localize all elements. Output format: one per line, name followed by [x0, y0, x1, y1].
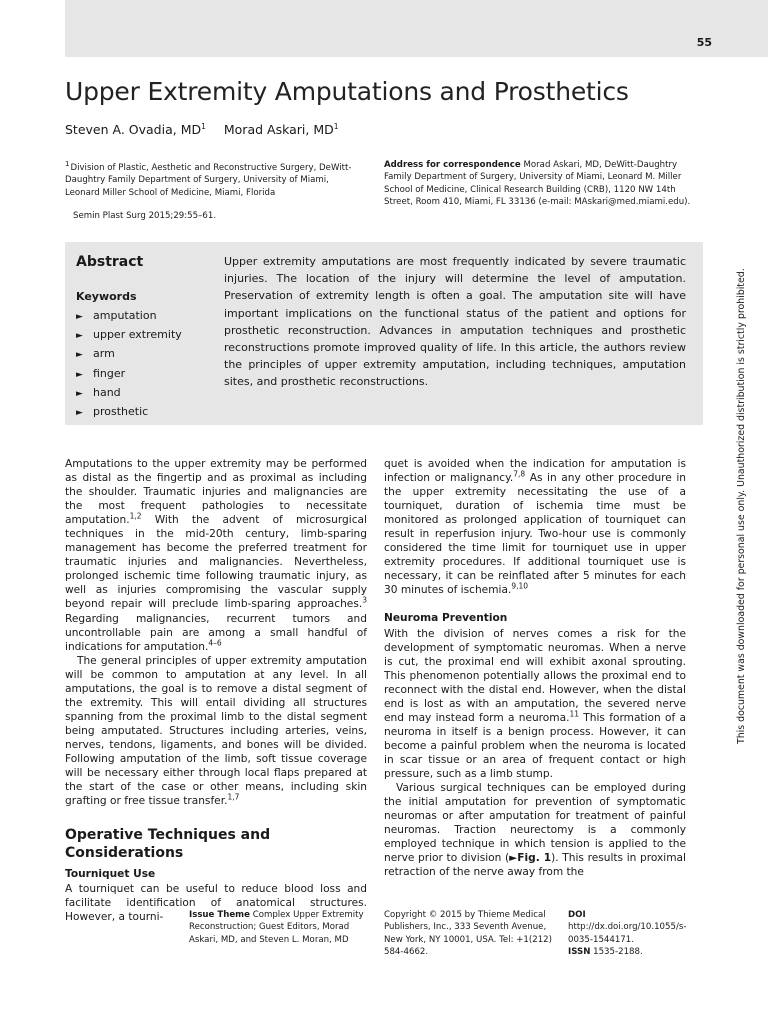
keyword-arrow-icon: ► [76, 369, 83, 380]
body-text-run: This formation of a neuroma in itself is a benign process. However, it can become a painful problem when the neuroma is located in scar tissue or an area of frequent contact or high pressure, such as a limb stump. [384, 711, 687, 780]
keyword-item [76, 307, 182, 326]
issue-theme-footer [189, 909, 369, 946]
page-number: 55 [696, 36, 712, 49]
body-text-run: ). This results in proximal retraction of the nerve away from the [384, 852, 686, 879]
correspondence-text: Morad Askari, MD, DeWitt-Daughtry Family Department of Surgery, University of Miami, Leonard M. Miller School of Medicine, Clinical Research Building (CRB), 1120 NW 14th Street, Room 410, Miami, FL 33136 (e-mail: MAskari@med.miami.edu). [384, 160, 691, 208]
body-column-right [384, 457, 686, 879]
reference-marker: 1,2 [129, 511, 142, 521]
keyword-arrow-icon: ► [76, 331, 83, 342]
body-text-run: quet is avoided when the indication for amputation is infection or malignancy. [384, 458, 686, 485]
reference-marker: 1,7 [227, 792, 240, 802]
abstract-text: Upper extremity amputations are most frequently indicated by severe traumatic injuries. The location of the injury will determine the level of amputation. Preservation of extremity length is often a goal. The amputation site will have important implications on the functional status of the patient and options for prosthetic reconstruction. Advances in amputation techniques and prosthetic reconstructions promote improved quality of life. In this article, the authors review the principles of upper extremity amputation, including techniques, amputation sites, and prosthetic reconstructions. [224, 255, 686, 389]
download-notice-text: This document was downloaded for personal use only. Unauthorized distribution is strictly prohibited. [736, 268, 747, 744]
author-name: Steven A. Ovadia, MD [65, 122, 202, 137]
author-name: Morad Askari, MD [223, 122, 334, 137]
keyword-arrow-icon: ► [76, 388, 83, 399]
article-title: Upper Extremity Amputations and Prosthetics [65, 77, 629, 106]
body-text-run: Amputations to the upper extremity may be performed as distal as the fingertip and as proximal as including the shoulder. Traumatic injuries and malignancies are the most frequent pathologies to necessitate amputation. [65, 458, 367, 527]
subsection-heading: Tourniquet Use [65, 868, 156, 881]
body-paragraph [384, 457, 686, 597]
keyword-text: arm [93, 347, 115, 361]
issue-theme-text: Complex Upper Extremity Reconstruction; Guest Editors, Morad Askari, MD, and Steven L. Moran, MD [189, 910, 364, 945]
doi-label: DOI [568, 910, 586, 920]
affiliation [65, 158, 365, 199]
keyword-arrow-icon: ► [76, 408, 83, 419]
reference-marker: 3 [362, 595, 367, 605]
keyword-arrow-icon: ► [76, 312, 83, 322]
body-text-run: With the division of nerves comes a risk for the development of symptomatic neuromas. When a nerve is cut, the proximal end will exhibit axonal sprouting. This phenomenon potentially allows the proximal end to reconnect with the distal end. However, when the distal end is lost as with an amputation, the severed nerve end may instead form a neuroma. [384, 627, 686, 724]
keyword-arrow-icon: ► [76, 350, 83, 361]
keyword-text: amputation [93, 309, 157, 322]
subsection-heading: Neuroma Prevention [384, 612, 508, 625]
keyword-text: finger [93, 366, 126, 380]
keywords-list [76, 307, 182, 422]
download-notice [730, 268, 750, 744]
figure-reference-link[interactable]: ►Fig. 1 [509, 852, 552, 865]
author [224, 122, 339, 137]
body-paragraph [384, 781, 686, 879]
author-affiliation-marker: 1 [333, 121, 339, 131]
journal-citation: Semin Plast Surg 2015;29:55–61. [73, 211, 217, 221]
abstract-heading: Abstract [76, 254, 144, 270]
author-list [65, 122, 353, 137]
keyword-text: upper extremity [93, 328, 182, 342]
section-heading: Operative Techniques and Considerations [65, 827, 271, 862]
reference-marker: 9,10 [511, 581, 529, 591]
keyword-item [76, 365, 182, 384]
correspondence-address [384, 159, 694, 209]
body-text-run: The general principles of upper extremity amputation will be common to amputation at any level. In all amputations, the goal is to remove a distal segment of the extremity. This will entail dividing all structures spanning from the proximal limb to the distal segment being amputated. Structures including arteries, veins, nerves, tendons, ligaments, and bones will be divided. Following amputation of the limb, soft tissue coverage will be necessary either through local flaps prepared at the start of the case or other means, including skin grafting or free tissue transfer. [65, 654, 367, 808]
keyword-text: hand [93, 385, 121, 399]
body-paragraph: A tourniquet can be useful to reduce blood loss and facilitate identification of anatomical structures. However, a tourni- [65, 883, 367, 924]
body-text-run: Various surgical techniques can be employed during the initial amputation for prevention of symptomatic neuromas or after amputation for treatment of painful neuromas. Traction neurectomy is a commonly employed technique in which tension is applied to the nerve prior to division ( [384, 782, 686, 865]
keyword-item [76, 345, 182, 364]
body-column-left [65, 457, 367, 924]
keyword-item [76, 326, 182, 345]
author-affiliation-marker: 1 [201, 121, 206, 131]
keyword-item [76, 403, 182, 422]
body-paragraph [65, 654, 367, 809]
body-text-run: As in any other procedure in the upper extremity necessitating the use of a tourniquet, duration of ischemia time must be monitored as prolonged application of tourniquet can result in reperfusion injury. Two-hour use is commonly considered the time limit for tourniquet use in upper extremity procedures. If additional tourniquet use is necessary, it can be reinflated after 5 minutes for each 30 minutes of ischemia. [384, 472, 686, 597]
author [65, 122, 206, 137]
affiliation-number: 1 [65, 160, 70, 168]
correspondence-label: Address for correspondence [384, 160, 521, 170]
reference-marker: 11 [569, 709, 580, 719]
keywords-heading: Keywords [76, 290, 137, 303]
copyright-footer: Copyright © 2015 by Thieme Medical Publishers, Inc., 333 Seventh Avenue, New York, NY 10001, USA. Tel: +1(212) 584-4662. [384, 910, 552, 958]
keyword-item [76, 384, 182, 403]
keyword-text: prosthetic [93, 405, 149, 419]
body-paragraph [384, 627, 686, 782]
reference-marker: 7,8 [513, 469, 526, 479]
issn-text: 1535-2188. [593, 947, 643, 958]
issue-theme-label: Issue Theme [189, 910, 250, 920]
body-paragraph [65, 457, 367, 654]
header-band [65, 0, 768, 57]
issn-label: ISSN [568, 947, 591, 958]
reference-marker: 4–6 [208, 638, 222, 648]
doi-footer [568, 909, 698, 959]
body-text-run: With the advent of microsurgical techniques in the mid-20th century, limb-sparing management has become the preferred treatment for traumatic injuries and malignancies. Nevertheless, prolonged ischemic time following traumatic injury, as well as injuries compromising the vascular supply beyond repair will preclude limb-sparing approaches. [65, 514, 367, 611]
doi-link[interactable]: http://dx.doi.org/10.1055/s-0035-1544171. [568, 922, 687, 945]
body-text-run: Regarding malignancies, recurrent tumors and uncontrollable pain are among a small handful of indications for amputation. [65, 612, 367, 653]
affiliation-text: Division of Plastic, Aesthetic and Reconstructive Surgery, DeWitt-Daughtry Family Department of Surgery, University of Miami, Leonard Miller School of Medicine, Miami, Florida [65, 162, 352, 198]
